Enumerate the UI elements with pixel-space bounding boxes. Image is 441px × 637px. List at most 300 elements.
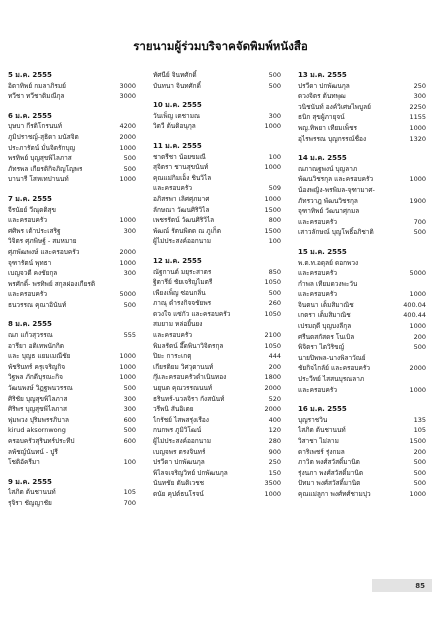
donation-amount: 500 xyxy=(268,81,281,90)
donor-entry xyxy=(298,174,426,185)
donor-entry xyxy=(153,341,281,352)
donation-amount: 500 xyxy=(123,300,136,309)
donor-name: ภัทรวาฎ พัฒนวิชรกุล xyxy=(298,196,358,205)
donation-amount: 1000 xyxy=(409,489,426,498)
donation-amount: 1500 xyxy=(264,226,281,235)
donor-entry xyxy=(153,162,281,173)
donation-amount: 1000 xyxy=(119,352,136,361)
donor-entry xyxy=(8,164,136,175)
donation-amount: 555 xyxy=(123,331,136,340)
donation-amount: 100 xyxy=(268,237,281,246)
donor-entry xyxy=(298,91,426,102)
donor-entry xyxy=(8,268,136,279)
donor-name: น้องพญิง-พรพิมล-จุฑามาศ- xyxy=(298,185,375,194)
donation-amount: 600 xyxy=(123,415,136,424)
donation-amount: 2000 xyxy=(119,247,136,256)
donation-amount: 850 xyxy=(268,267,281,276)
donor-entry xyxy=(153,404,281,415)
donation-amount: 280 xyxy=(268,437,281,445)
donor-entry xyxy=(153,351,281,362)
donor-entry xyxy=(8,236,136,247)
donor-name: พัฒณ์ รัตนพิตต ณ ภูเก็ต xyxy=(153,226,221,235)
donor-entry xyxy=(8,143,136,154)
donation-amount: 250 xyxy=(268,458,281,467)
donor-entry xyxy=(153,383,281,394)
donor-name: ประวีทย์ ไสสนบุรณลาภ xyxy=(298,375,365,384)
donor-entry xyxy=(298,447,426,458)
donor-name: สมยาม หล่อยิ้นยง xyxy=(153,320,203,329)
donor-name: ธนิก สุขผู้ภายุจน์ xyxy=(298,113,345,122)
donation-amount: 3000 xyxy=(119,92,136,101)
donor-name: เบญจวดี คงชัยกุล xyxy=(8,269,58,278)
donation-amount xyxy=(412,185,426,196)
donor-name: และครอบครัว xyxy=(298,217,338,226)
donor-name: ศศิพร เต้าประเสริฐ xyxy=(8,226,61,235)
section-date: 12 ม.ค. 2555 xyxy=(153,256,202,265)
donor-name: พญ.ทิพยา เทียมเพ็ชร xyxy=(298,123,357,132)
donation-amount: 509 xyxy=(268,184,281,193)
donor-name: วนิชนันท์ องค์วิเศษไพบูลย์ xyxy=(298,102,371,111)
donor-name: และ บุญธ แยมเมณีชัย xyxy=(8,352,71,361)
donation-amount: 700 xyxy=(413,217,426,226)
donor-name: พรศักดิ์- พรทิพย์ สกุลผ่องเกียรติ xyxy=(8,279,96,288)
donor-entry xyxy=(8,226,136,237)
donation-amount: 1050 xyxy=(264,309,281,318)
donor-entry xyxy=(8,351,136,362)
donor-entry xyxy=(298,123,426,134)
donor-entry xyxy=(8,362,136,373)
donation-amount: 300 xyxy=(123,269,136,278)
donor-name: ดนัย คุปต์ธนโรจน์ xyxy=(153,489,204,498)
donor-name: พิจิตรา ไตวิริขญ์ xyxy=(298,343,345,352)
donor-entry xyxy=(298,468,426,479)
donor-entry xyxy=(153,121,281,132)
donor-entry xyxy=(298,415,426,426)
donation-amount: 3000 xyxy=(119,81,136,90)
donor-name: คุณแม่ลูกา พงศ์ทศ์ชามบุ่ว xyxy=(298,489,371,498)
donor-column-2 xyxy=(153,70,281,500)
donor-entry xyxy=(153,330,281,341)
donor-entry xyxy=(153,205,281,216)
donation-amount: 800 xyxy=(268,216,281,225)
page-number-box xyxy=(372,579,432,592)
donor-entry xyxy=(298,425,426,436)
donation-amount xyxy=(267,319,281,330)
donor-name: พิมลรัตน์ อึ๊ดพินาวิจิตรกุล xyxy=(153,341,224,350)
donor-name: ประภารัตน์ มั่นจิตรักบุญ xyxy=(8,143,76,152)
donation-amount: 2000 xyxy=(264,405,281,414)
donation-amount: 520 xyxy=(268,394,281,403)
donor-name: วิฐพล ภักดีบุรณะกิจ xyxy=(8,373,63,382)
donor-entry xyxy=(8,341,136,352)
donation-amount: 1000 xyxy=(119,143,136,152)
donor-entry xyxy=(8,174,136,185)
donation-amount: 135 xyxy=(413,415,426,424)
donor-entry xyxy=(298,112,426,123)
page-title: รายนามผู้ร่วมบริจาคจัดพิมพ์หนังสือ xyxy=(133,39,308,53)
donation-amount: 400.04 xyxy=(403,300,426,309)
section-date: 9 ม.ค. 2555 xyxy=(8,477,52,486)
donor-entry xyxy=(298,300,426,311)
donation-amount xyxy=(122,236,136,247)
donor-entry xyxy=(8,132,136,143)
section-date: 15 ม.ค. 2555 xyxy=(298,247,347,256)
donor-entry xyxy=(298,279,426,290)
donor-name: บุญราชวิน xyxy=(298,415,328,424)
donor-entry xyxy=(298,268,426,279)
donor-name: กำพล เทียมดวงพะวัน xyxy=(298,279,358,288)
donation-amount xyxy=(412,353,426,364)
donation-amount: 1000 xyxy=(409,175,426,184)
donation-amount: 105 xyxy=(413,426,426,435)
donor-entry xyxy=(8,205,136,216)
donor-entry xyxy=(8,153,136,164)
donation-amount: 500 xyxy=(413,343,426,352)
donor-name: บุษบา กีรติโกรนนท์ xyxy=(8,122,62,131)
donor-name: สุจิตรา ชานสุขนันท์ xyxy=(153,163,209,172)
donation-amount: 500 xyxy=(123,164,136,173)
section-date: 14 ม.ค. 2555 xyxy=(298,154,347,163)
donation-amount xyxy=(412,258,426,269)
donation-amount: 1000 xyxy=(119,258,136,267)
donor-entry xyxy=(8,372,136,383)
donor-entry xyxy=(298,342,426,353)
donation-amount: 100 xyxy=(123,458,136,467)
donation-amount xyxy=(122,279,136,290)
donation-amount: 100 xyxy=(268,152,281,161)
donor-entry xyxy=(298,258,426,269)
donor-entry xyxy=(298,374,426,385)
donor-name: ดวงใจ แซ่กัว และครอบครัว xyxy=(153,309,231,318)
donation-amount xyxy=(412,374,426,385)
donor-entry xyxy=(153,152,281,163)
donor-name: วรีพนิ สันอิเตย xyxy=(153,405,194,414)
donor-name: อารียา อติเทพนักกิต xyxy=(8,341,65,350)
donation-amount: 600 xyxy=(123,437,136,445)
donor-name: จุฑาทิพย์ วัฒนาศุกมล xyxy=(298,207,360,216)
donor-name: ธนวรรณ คุณาอินันท์ xyxy=(8,300,67,309)
donation-amount: 500 xyxy=(413,479,426,488)
donation-amount: 900 xyxy=(268,447,281,456)
donor-name: ดวงจิตร ต้นทพุฒ xyxy=(298,92,346,101)
donation-amount: 2000 xyxy=(119,132,136,141)
donation-amount: 700 xyxy=(123,498,136,507)
donation-amount: 400.44 xyxy=(403,311,426,320)
donor-name: พัฒนวิชรกุล และครอบครัว xyxy=(298,175,374,184)
donor-entry xyxy=(8,247,136,258)
donor-name: ปัทมา พงศ์สวัสดิ์มานิต xyxy=(298,479,361,488)
donor-name: ศุภพัฒพงษ์ และครอบครัว xyxy=(8,247,80,256)
donor-name: และครอบครัว xyxy=(153,331,193,340)
donor-name: คุณแม่กิมเอ็ง ชินวิไล xyxy=(153,173,212,182)
donation-amount: 150 xyxy=(268,468,281,477)
donor-name: และครอบครัว xyxy=(8,216,48,225)
donor-entry xyxy=(8,425,136,436)
donor-name: ภาวิต พงศ์สวัสดิ์มานิต xyxy=(298,458,360,467)
donor-name: ไสภิต ต้นชานนท์ xyxy=(298,426,346,435)
donor-name: พุ่มพวง ปุริมพรรภิบาล xyxy=(8,415,69,424)
section-date: 8 ม.ค. 2555 xyxy=(8,320,52,329)
donor-entry xyxy=(298,363,426,374)
donor-entry xyxy=(298,385,426,396)
donor-entry xyxy=(298,489,426,500)
donor-entry xyxy=(153,267,281,278)
donor-name: ศิริพร บุญสุขพิไลภาส xyxy=(8,405,67,414)
donor-entry xyxy=(8,91,136,102)
donor-entry xyxy=(153,111,281,122)
donor-name: พ.ต.ท.อดุลย์ ดอกพวง xyxy=(298,258,359,267)
donor-name: ปิยะ การะเกตุ xyxy=(153,352,192,361)
donation-amount: 1000 xyxy=(264,489,281,498)
donor-entry xyxy=(153,468,281,479)
donor-name: ปรวีดา ปกพัฒนกุล xyxy=(153,458,205,467)
donation-amount: 300 xyxy=(123,226,136,235)
donor-entry xyxy=(298,289,426,300)
donor-entry xyxy=(298,478,426,489)
donation-amount: 120 xyxy=(268,426,281,435)
donation-amount: 400 xyxy=(268,415,281,424)
donor-entry xyxy=(153,394,281,405)
donation-amount: 200 xyxy=(413,332,426,341)
donor-name: ผู้ไม่ประสงค์ออกนาม xyxy=(153,237,212,246)
donation-amount: 1000 xyxy=(409,290,426,299)
donation-amount: 1000 xyxy=(264,163,281,172)
donor-name: เสาวลักษณ์ บุญโพธิ์อภิชาติ xyxy=(298,228,374,237)
donor-entry xyxy=(153,436,281,447)
donor-entry xyxy=(153,236,281,247)
donor-entry xyxy=(153,309,281,320)
donor-name: วันเพ็ญ เตชามณ xyxy=(153,111,201,120)
donor-name: วิสาชา ไม่ลาม xyxy=(298,437,339,445)
donation-amount: 105 xyxy=(123,488,136,497)
donation-amount xyxy=(412,164,426,175)
donor-entry xyxy=(8,121,136,132)
donor-name: วิจิตร ศุภพิษฐ์ - สมหมาย xyxy=(8,237,77,246)
donor-entry xyxy=(153,362,281,373)
donation-amount: 200 xyxy=(268,362,281,371)
donor-entry xyxy=(153,447,281,458)
section-date: 5 ม.ค. 2555 xyxy=(8,71,52,79)
donor-entry xyxy=(153,478,281,489)
donor-entry xyxy=(8,215,136,226)
donor-entry xyxy=(298,227,426,238)
donation-amount: 250 xyxy=(413,81,426,90)
donation-amount: 1500 xyxy=(264,205,281,214)
donation-amount: 2250 xyxy=(409,102,426,111)
donor-entry xyxy=(153,215,281,226)
donor-name: ครอบครัวสุรินทร์ประทีป xyxy=(8,437,75,445)
donation-amount: 500 xyxy=(413,458,426,467)
section-date: 11 ม.ค. 2555 xyxy=(153,141,202,150)
donor-name: เกตรา เต็มสิมาณิช xyxy=(298,311,351,320)
donation-amount: 1000 xyxy=(409,385,426,394)
donor-name: ไกรัชย์ ไสพสรุ่งเรือง xyxy=(153,415,209,424)
donor-name: ศิริชัย บุญสุขพิไลภาส xyxy=(8,394,68,403)
donor-entry xyxy=(8,258,136,269)
donor-name: ผู้ไม่ประสงค์ออกนาม xyxy=(153,437,212,445)
donor-entry xyxy=(298,102,426,113)
donation-amount xyxy=(122,341,136,352)
donor-entry xyxy=(153,194,281,205)
donation-amount: 2000 xyxy=(409,364,426,373)
donor-entry xyxy=(8,436,136,447)
donor-entry xyxy=(8,394,136,405)
donor-name: ดาริเพชร์ รุ่งกมล xyxy=(298,447,345,456)
donation-amount: 500 xyxy=(123,154,136,163)
donation-amount: 500 xyxy=(123,426,136,435)
donor-entry xyxy=(298,310,426,321)
donor-entry xyxy=(153,173,281,184)
donor-entry xyxy=(298,321,426,332)
donor-name: โชติอัครีมา xyxy=(8,458,40,467)
donor-name: เกียรติยม วิศวุตานนท์ xyxy=(153,362,214,371)
donor-name: ภาณุ ดำรงกิจจชัยพร xyxy=(153,299,212,308)
donation-amount: 1800 xyxy=(264,373,281,382)
donor-entry xyxy=(8,498,136,509)
donor-entry xyxy=(298,206,426,217)
donor-entry xyxy=(8,404,136,415)
donor-entry xyxy=(298,353,426,364)
donor-entry xyxy=(153,319,281,330)
donor-entry xyxy=(153,298,281,309)
donation-amount: 1000 xyxy=(119,216,136,225)
donation-amount: 500 xyxy=(268,288,281,297)
donation-amount xyxy=(267,173,281,184)
donor-entry xyxy=(8,81,136,92)
donation-amount: 1000 xyxy=(119,373,136,382)
donor-name: อิตาทิพย์ กมลาภิรมย์ xyxy=(8,81,66,90)
donation-amount: 4200 xyxy=(119,122,136,131)
section-date: 10 ม.ค. 2555 xyxy=(153,101,202,110)
donation-amount xyxy=(412,206,426,217)
donation-amount: 2100 xyxy=(264,331,281,340)
donor-name: นันทชัย ตันติเวชช xyxy=(153,479,205,488)
donation-amount: 500 xyxy=(413,468,426,477)
donor-entry xyxy=(153,288,281,299)
donation-amount: 444 xyxy=(268,352,281,361)
section-date: 16 ม.ค. 2555 xyxy=(298,405,347,414)
donation-amount: 260 xyxy=(268,299,281,308)
donor-name: ชาตรีชา น้อยขมณี xyxy=(153,152,206,161)
donation-amount: 300 xyxy=(123,394,136,403)
donor-entry xyxy=(153,415,281,426)
donor-column-3 xyxy=(298,70,426,500)
page-number: 85 xyxy=(415,581,425,590)
donor-name: จินตนา เต็มสิมาณิช xyxy=(298,300,354,309)
donor-name: รุจิรา ชัญญาชัย xyxy=(8,498,52,507)
donor-name: ปรวีดา ปกพัฒนกุล xyxy=(298,81,350,90)
donation-amount: 1900 xyxy=(409,196,426,205)
donor-entry xyxy=(298,81,426,92)
donor-name: และครอบครัว xyxy=(298,385,338,394)
donor-entry xyxy=(153,81,281,92)
donor-entry xyxy=(153,70,281,81)
donation-amount: 1500 xyxy=(409,437,426,445)
donor-name: พิไลจเจริญวิทย์ ปกพัฒนกุล xyxy=(153,468,228,477)
donor-name: ณภ แก้วสุวรรณ xyxy=(8,331,53,340)
donor-name: ธรินทร์-นวลจิรา กังสนันท์ xyxy=(153,394,225,403)
donor-entry xyxy=(8,383,136,394)
donor-entry xyxy=(298,457,426,468)
donation-amount: 1320 xyxy=(409,134,426,143)
donor-entry xyxy=(153,457,281,468)
donation-amount: 500 xyxy=(413,228,426,237)
donor-name: ทัศนีย์ จินทศักดิ์ xyxy=(153,71,197,79)
donation-amount: 1155 xyxy=(409,113,426,122)
donor-name: เปรมฤดี บุญบงลีกุล xyxy=(298,322,352,331)
donor-name: ณภาณฐพงน์ บุญลาภ xyxy=(298,164,358,173)
donor-entry xyxy=(8,279,136,290)
donor-entry xyxy=(8,300,136,311)
donation-amount: 300 xyxy=(123,405,136,414)
donor-column-1 xyxy=(8,70,136,509)
donor-name: วิตวี ต้นติอนุกุล xyxy=(153,122,196,131)
donation-amount: 2000 xyxy=(264,384,281,393)
donor-name: อภิสรพา เลิศศุภมาศ xyxy=(153,194,210,203)
donor-entry xyxy=(153,277,281,288)
donor-name: เพียงเพ็ญ ซ่อนกลิ่น xyxy=(153,288,206,297)
donation-amount: 5000 xyxy=(119,290,136,299)
donation-amount xyxy=(412,279,426,290)
donor-entry xyxy=(8,487,136,498)
donor-name: กุ๊และครอบครัวดำเนินทอง xyxy=(153,373,227,382)
donor-entry xyxy=(153,226,281,237)
donor-name: ณัฐกานต์ มยุระสาตร xyxy=(153,267,212,276)
donation-amount: 1000 xyxy=(409,123,426,132)
donor-entry xyxy=(8,447,136,458)
donation-amount: 1050 xyxy=(264,341,281,350)
donor-name: จุฑารัตน์ พุทธา xyxy=(8,258,52,267)
donor-name: ภูมิปราชญ์-สุธิดา มนัสจิต xyxy=(8,132,79,141)
donation-amount: 1000 xyxy=(264,122,281,131)
donation-amount: 3500 xyxy=(264,479,281,488)
donor-name: บานารี โสหเทปานนท์ xyxy=(8,175,69,184)
donation-amount: 1000 xyxy=(119,362,136,371)
donor-entry xyxy=(8,457,136,468)
donation-amount: 1000 xyxy=(409,322,426,331)
donation-amount: 300 xyxy=(413,92,426,101)
donor-entry xyxy=(298,332,426,343)
donor-entry xyxy=(298,134,426,145)
donor-name: ภัทรพล เกียรติกิจภิญโญพร xyxy=(8,164,83,173)
donor-name: และครอบครัว xyxy=(298,290,338,299)
donation-amount: 1000 xyxy=(119,175,136,184)
donation-amount: 5000 xyxy=(409,269,426,278)
donor-entry xyxy=(153,489,281,500)
donation-amount: 500 xyxy=(123,384,136,393)
donor-entry xyxy=(153,425,281,436)
donor-name: และครอบครัว xyxy=(8,290,48,299)
section-date: 6 ม.ค. 2555 xyxy=(8,111,52,120)
section-date: 13 ม.ค. 2555 xyxy=(298,71,347,79)
donor-entry xyxy=(298,185,426,196)
donor-name: อุไรพรรณ บุญกรรณ์ชื่อง xyxy=(298,134,367,143)
donation-amount: 1000 xyxy=(264,194,281,203)
donor-entry xyxy=(8,289,136,300)
donor-name: บันทนา จินทศักดิ์ xyxy=(153,81,201,90)
donor-name: นายปิพพล-นางพิลาวัณย์ xyxy=(298,353,366,362)
donor-entry xyxy=(298,164,426,175)
donor-name: kirud aksornwong xyxy=(8,426,66,435)
donation-amount: 1050 xyxy=(264,278,281,287)
donor-name: นยุนต คุณวรรณนนท์ xyxy=(153,384,213,393)
donor-name: วัฒนพงษ์ วิฏฐพนวรรณ xyxy=(8,384,73,393)
donor-name: และครอบครัว xyxy=(153,184,193,193)
donor-entry xyxy=(298,196,426,207)
donor-entry xyxy=(298,217,426,228)
donor-name: พัชรินทร์ ครุเจริญกิจ xyxy=(8,362,66,371)
donor-name: ทวีชา ทวีชาติมณีกุล xyxy=(8,92,65,101)
